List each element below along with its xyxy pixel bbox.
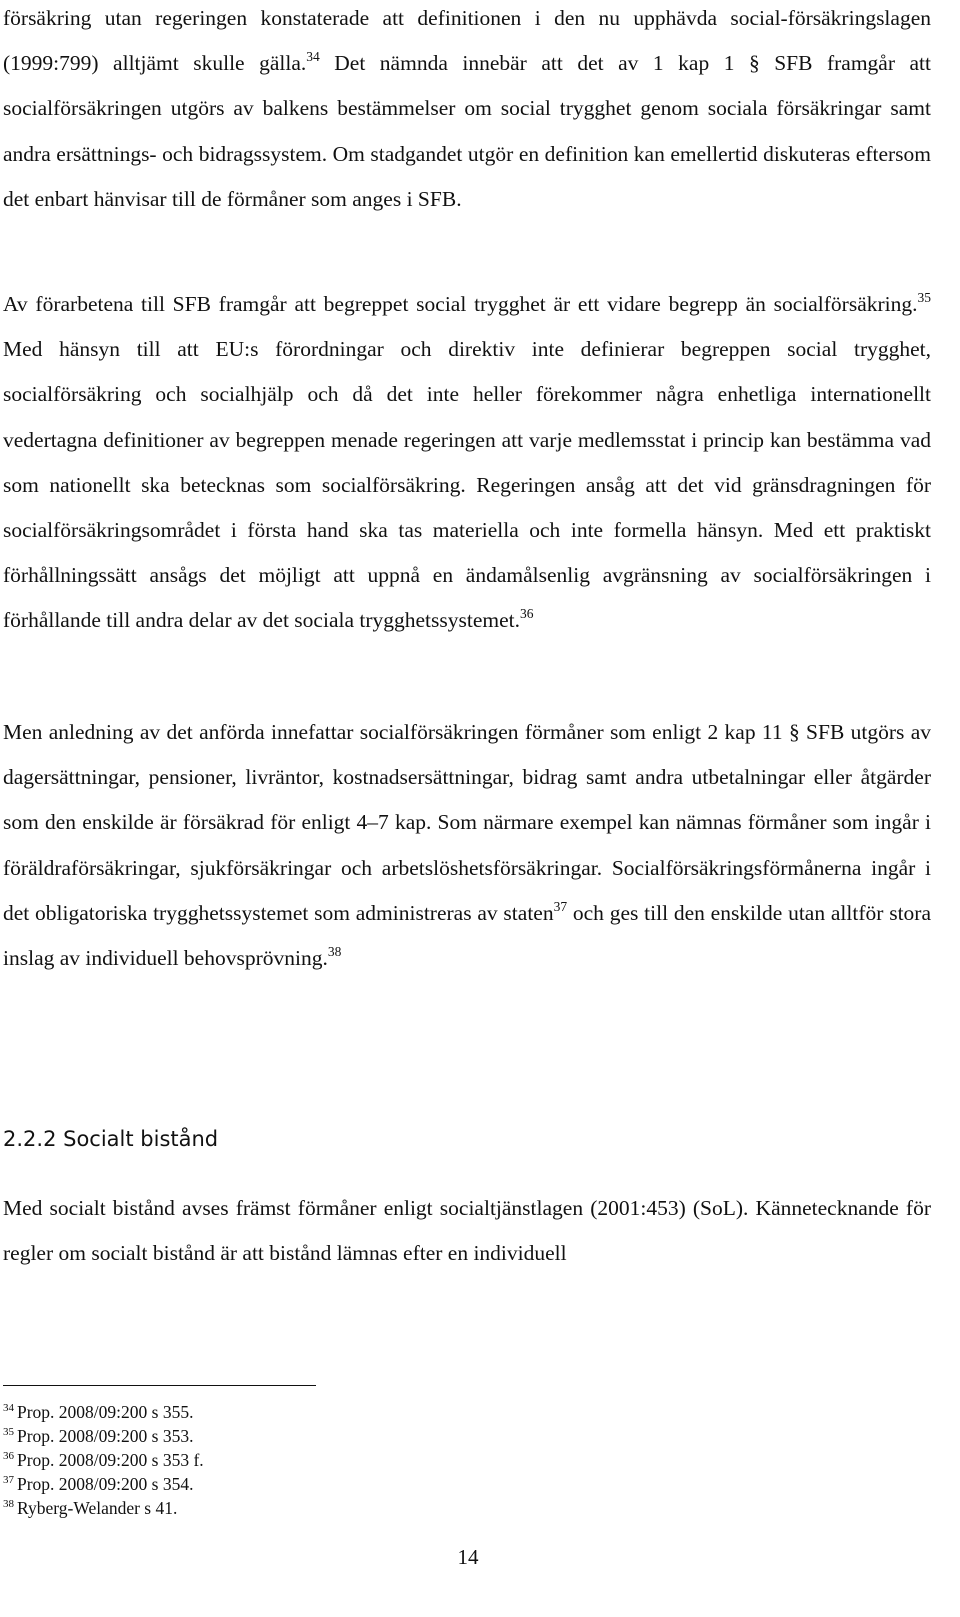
footnote-item: [3, 1472, 204, 1496]
footnote-item: [3, 1400, 204, 1424]
footnote-text: Prop. 2008/09:200 s 353.: [17, 1426, 194, 1446]
footnote-number: 35: [3, 1426, 14, 1438]
footnote-reference[interactable]: 36: [520, 606, 534, 622]
footnote-number: 37: [3, 1474, 14, 1486]
footnote-item: [3, 1496, 204, 1520]
body-paragraph: [3, 710, 931, 981]
footnote-reference[interactable]: 35: [917, 290, 931, 305]
paragraph-text: Med hänsyn till att EU:s förordningar och direktiv inte definierar begreppen social trygghet, socialförsäkring och socialhjälp och då det inte heller förekommer några enhetliga internationellt vedertagna definitioner av begreppen menade regeringen att varje medlemsstat i princip kan bestämma vad som nationellt ska betecknas som socialförsäkring. Regeringen ansåg att det vid gränsdragningen för socialförsäkringsområdet i första hand ska tas materiella och inte formella hänsyn. Med ett praktiskt förhållningssätt ansågs det möjligt att uppnå en ändamålsenlig avgränsning av socialförsäkringen i förhållande till andra delar av det sociala trygghetssystemet.: [3, 337, 931, 633]
paragraph-text: försäkring utan regeringen konstaterade att definitionen i den nu upphävda social-försäkringslagen (1999:799) alltjämt skulle gälla.: [3, 6, 931, 76]
footnote-separator: [3, 1385, 316, 1386]
section-heading: 2.2.2 Socialt bistånd: [3, 1127, 219, 1151]
footnote-reference[interactable]: 34: [306, 49, 320, 65]
footnote-reference[interactable]: 37: [553, 898, 568, 914]
body-paragraph: [3, 282, 931, 644]
paragraph-text: Det nämnda innebär att det av 1 kap 1 § SFB framgår att socialförsäkringen utgörs av balkens bestämmelser om social trygghet genom sociala försäkringar samt andra ersättnings- och bidragssystem. Om stadgandet utgör en definition kan emellertid diskuteras eftersom det enbart hänvisar till de förmåner som anges i SFB.: [3, 51, 931, 211]
footnote-reference[interactable]: 38: [327, 944, 342, 960]
paragraph-text: och ges till den enskilde utan alltför stora inslag av individuell behovsprövning.: [3, 900, 931, 971]
body-paragraph: Med socialt bistånd avses främst förmåner enligt socialtjänstlagen (2001:453) (SoL). Kännetecknande för regler om socialt bistånd är att bistånd lämnas efter en individuell: [3, 1196, 931, 1265]
footnote-number: 36: [3, 1450, 14, 1462]
footnote-text: Prop. 2008/09:200 s 354.: [17, 1474, 194, 1494]
footnote-number: 34: [3, 1402, 14, 1414]
footnote-list: [3, 1400, 204, 1520]
paragraph-text: Men anledning av det anförda innefattar socialförsäkringen förmåner som enligt 2 kap 11 § SFB utgörs av dagersättningar, pensioner, livräntor, kostnadsersättningar, bidrag samt andra utbetalningar eller åtgärder som den enskilde är försäkrad för enligt 4–7 kap. Som närmare exempel kan nämnas förmåner som ingår i föräldraförsäkringar, sjukförsäkringar och arbetslöshetsförsäkringar. Socialförsäkringsförmånerna ingår i det obligatoriska trygghetssystemet som administreras av staten: [3, 720, 931, 925]
footnote-text: Prop. 2008/09:200 s 355.: [17, 1402, 194, 1422]
page-number: 14: [457, 1545, 479, 1569]
footnote-text: Prop. 2008/09:200 s 353 f.: [17, 1450, 204, 1470]
footnote-text: Ryberg-Welander s 41.: [17, 1498, 178, 1518]
body-paragraph: [3, 0, 931, 222]
footnote-item: [3, 1424, 204, 1448]
footnote-item: [3, 1448, 204, 1472]
paragraph-text: Av förarbetena till SFB framgår att begreppet social trygghet är ett vidare begrepp än socialförsäkring.: [3, 292, 918, 316]
footnote-number: 38: [3, 1498, 14, 1510]
